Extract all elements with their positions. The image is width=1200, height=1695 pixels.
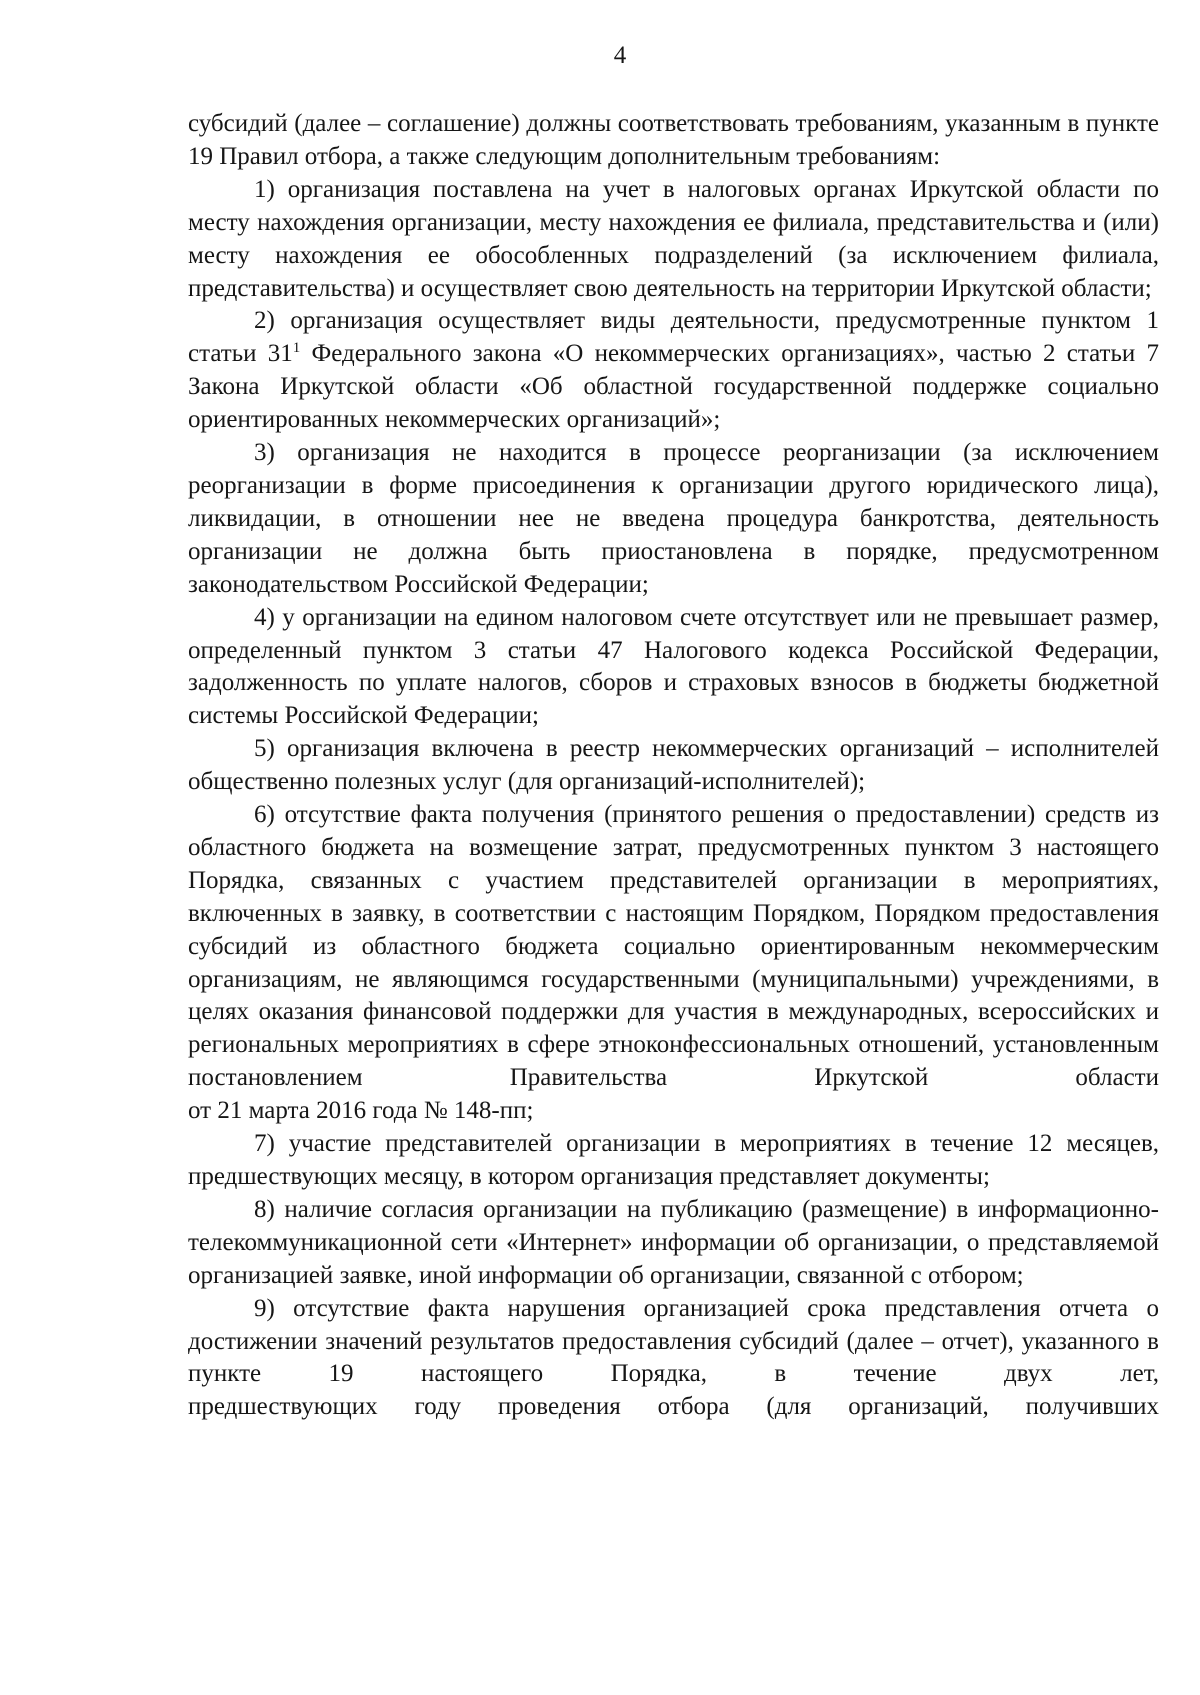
requirement-4: 4) у организации на едином налоговом счете отсутствует или не превышает размер, определенный пунктом 3 статьи 47 Налогового кодекса Российской Федерации, задолженность по уплате налогов, сборов и страховых взносов в бюджеты бюджетной системы Российской Федерации;	[188, 603, 1159, 730]
requirement-9-tail: предшествующих году проведения отбора (для организаций, получивших	[188, 1393, 1159, 1421]
requirement-6-tail: от 21 марта 2016 года № 148-пп;	[188, 1097, 534, 1125]
requirement-3: 3) организация не находится в процессе реорганизации (за исключением реорганизации в форме присоединения к организации другого юридического лица), ликвидации, в отношении нее не введена процедура банкротства, деятельность организации не должна быть приостановлена в порядке, предусмотренном законодательством Российской Федерации;	[188, 439, 1159, 598]
requirement-8: 8) наличие согласия организации на публикацию (размещение) в информационно-телекоммуникационной сети «Интернет» информации об организации, о представляемой организацией заявке, иной информации об организации, связанной с отбором;	[188, 1195, 1159, 1289]
requirement-2	[188, 305, 1159, 437]
requirement-2-rest: Федерального закона «О некоммерческих организациях», частью 2 статьи 7 Закона Иркутской области «Об областной государственной поддержке социально ориентированных некоммерческих организаций»;	[188, 340, 1159, 434]
requirement-6: 6) отсутствие факта получения (принятого решения о предоставлении) средств из областного бюджета на возмещение затрат, предусмотренных пунктом 3 настоящего Порядка, связанных с участием представителей организации в мероприятиях, включенных в заявку, в соответствии с настоящим Порядком, Порядком предоставления субсидий из областного бюджета социально ориентированным некоммерческим организациям, не являющимся государственными (муниципальными) учреждениями, в целях оказания финансовой поддержки для участия в международных, всероссийских и региональных мероприятиях в сфере этноконфессиональных отношений, установленным постановлением Правительства Иркутской области	[188, 801, 1159, 1092]
requirement-2-start: 2) организация осуществляет виды деятельности, предусмотренные пунктом 1 статьи 31	[188, 307, 1159, 368]
requirement-5: 5) организация включена в реестр некоммерческих организаций – исполнителей общественно полезных услуг (для организаций-исполнителей);	[188, 735, 1159, 796]
document-body	[188, 108, 1159, 1424]
intro-paragraph: субсидий (далее – соглашение) должны соответствовать требованиям, указанным в пункте 19 Правил отбора, а также следующим дополнительным требованиям:	[188, 110, 1159, 170]
page-number: 4	[613, 42, 627, 69]
requirement-9: 9) отсутствие факта нарушения организацией срока представления отчета о достижении значений результатов предоставления субсидий (далее – отчет), указанного в пункте 19 настоящего Порядка, в течение двух лет,	[188, 1294, 1159, 1388]
requirement-1: 1) организация поставлена на учет в налоговых органах Иркутской области по месту нахождения организации, месту нахождения ее филиала, представительства и (или) месту нахождения ее обособленных подразделений (за исключением филиала, представительства) и осуществляет свою деятельность на территории Иркутской области;	[188, 175, 1159, 302]
article-superscript: 1	[292, 340, 301, 357]
requirement-7: 7) участие представителей организации в мероприятиях в течение 12 месяцев, предшествующих месяцу, в котором организация представляет документы;	[188, 1130, 1159, 1190]
